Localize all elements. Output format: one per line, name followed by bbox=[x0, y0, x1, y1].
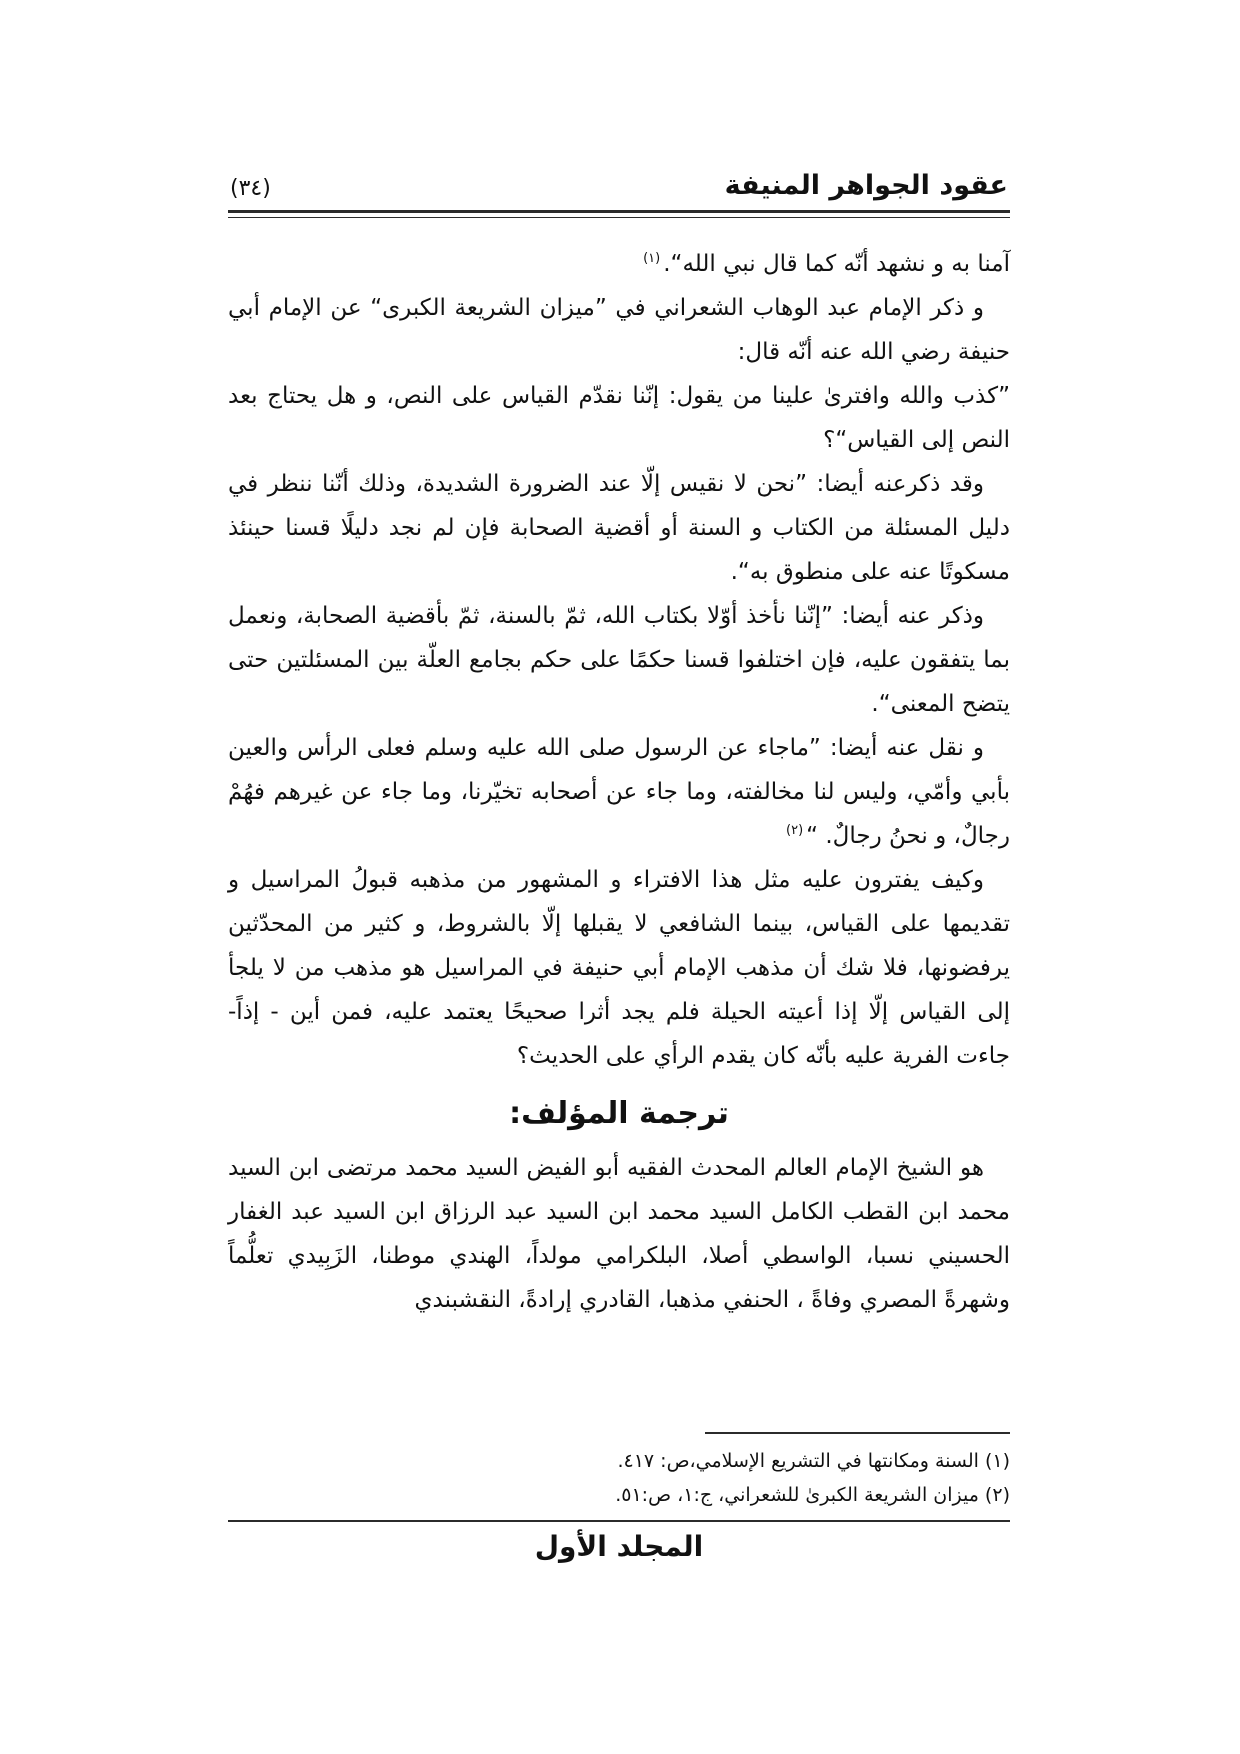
footnote-separator-rule bbox=[705, 1432, 1010, 1434]
page-number: (٣٤) bbox=[230, 176, 271, 201]
volume-label: المجلد الأول bbox=[534, 1530, 704, 1563]
footnote-item: (٢) ميزان الشريعة الكبرىٰ للشعراني، ج:١، ص:٥١. bbox=[615, 1484, 1010, 1506]
body-text bbox=[228, 242, 1010, 1322]
paragraph bbox=[228, 462, 1010, 594]
paragraph-text: وكيف يفترون عليه مثل هذا الافتراء و المشهور من مذهبه قبولُ المراسيل و تقديمها على القياس، بينما الشافعي لا يقبلها إلّا بالشروط، و كثير من المحدّثين يرفضونها، فلا شك أن مذهب الإمام أبي حنيفة في المراسيل هو مذهب من لا يلجأ إلى القياس إلّا إذا أعيته الحيلة فلم يجد أثرا صحيحًا يعتمد عليه، فمن أين - إذاً- جاءت الفرية عليه بأنّه كان يقدم الرأي على الحديث؟ bbox=[228, 867, 1010, 1069]
paragraph-text: و ذكر الإمام عبد الوهاب الشعراني في ”ميزان الشريعة الكبرى“ عن الإمام أبي حنيفة رضي الله عنه أنّه قال: bbox=[228, 295, 1010, 365]
page-footer bbox=[228, 1432, 1010, 1563]
footnote-item: (١) السنة ومكانتها في التشريع الإسلامي،ص: ٤١٧. bbox=[617, 1450, 1010, 1472]
paragraph-text: وقد ذكرعنه أيضا: ”نحن لا نقيس إلّا عند الضرورة الشديدة، وذلك أنّنا ننظر في دليل المسئلة من الكتاب و السنة أو أقضية الصحابة فإن لم نجد دليلًا قسنا حينئذ مسكوتًا عنه على منطوق به“. bbox=[228, 471, 1010, 585]
paragraph-text: آمنا به و نشهد أنّه كما قال نبي الله“. bbox=[663, 251, 1010, 277]
paragraph-text: هو الشيخ الإمام العالم المحدث الفقيه أبو الفيض السيد محمد مرتضى ابن السيد محمد ابن القطب الكامل السيد محمد ابن السيد عبد الرزاق ابن السيد عبد الغفار الحسيني نسبا، الواسطي أصلا، البلكرامي مولداً، الهندي موطنا، الزَبِيدي تعلُّماً وشهرةً المصري وفاةً ، الحنفي مذهبا، القادري إرادةً، النقشبندي bbox=[228, 1155, 1010, 1313]
paragraph bbox=[228, 858, 1010, 1078]
paragraph-text: ”كذب والله وافترىٰ علينا من يقول: إنّنا نقدّم القياس على النص، و هل يحتاج بعد النص إلى القياس“؟ bbox=[228, 383, 1010, 453]
footnote-ref-2: (٢) bbox=[786, 823, 804, 839]
footnotes bbox=[228, 1444, 1010, 1512]
paragraph bbox=[228, 286, 1010, 374]
paragraph bbox=[228, 594, 1010, 726]
book-title: عقود الجواهر المنيفة bbox=[724, 170, 1008, 201]
section-heading-author-biography: ترجمة المؤلف: bbox=[509, 1096, 729, 1131]
footnote-ref-1: (١) bbox=[643, 251, 661, 267]
paragraph-text: و نقل عنه أيضا: ”ماجاء عن الرسول صلى الله عليه وسلم فعلى الرأس والعين بأبي وأمّي، وليس لنا مخالفته، وما جاء عن أصحابه تخيّرنا، وما جاء عن غيرهم فهُمْ رجالٌ، و نحنُ رجالٌ. “ bbox=[228, 735, 1010, 849]
paragraph-text: وذكر عنه أيضا: ”إنّنا نأخذ أوّلا بكتاب الله، ثمّ بالسنة، ثمّ بأقضية الصحابة، ونعمل بما يتفقون عليه، فإن اختلفوا قسنا حكمًا على حكم بجامع العلّة بين المسئلتين حتى يتضح المعنى“. bbox=[228, 603, 1010, 717]
page-header bbox=[228, 170, 1010, 201]
paragraph-continuation bbox=[228, 242, 1010, 286]
header-rule bbox=[228, 210, 1010, 218]
page-content bbox=[228, 170, 1010, 1322]
footer-rule bbox=[228, 1520, 1010, 1522]
paragraph bbox=[228, 726, 1010, 858]
paragraph-biography bbox=[228, 1146, 1010, 1322]
paragraph-quote bbox=[228, 374, 1010, 462]
